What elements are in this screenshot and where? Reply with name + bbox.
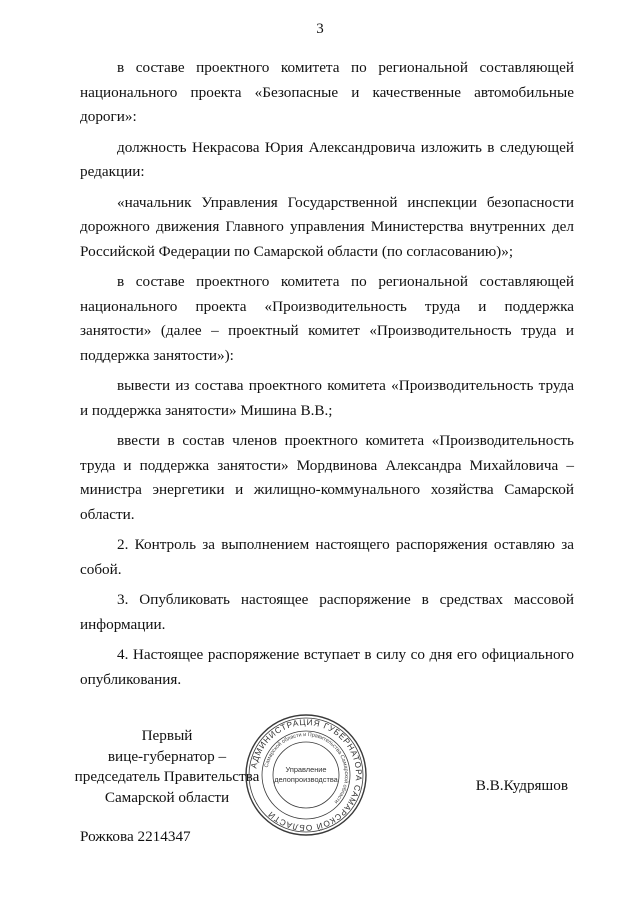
paragraph: в составе проектного комитета по региональной составляющей национального проекта «Безопасные и качественные автомобильные дороги»: xyxy=(80,59,574,125)
executor-contact: Рожкова 2214347 xyxy=(80,828,191,845)
paragraph: в составе проектного комитета по региональной составляющей национального проекта «Производительность труда и поддержка занятости» (далее – проектный комитет «Производительность труда и поддержка занятости»): xyxy=(80,273,574,364)
paragraph: 4. Настоящее распоряжение вступает в силу со дня его официального опубликования. xyxy=(80,646,574,688)
paragraph: вывести из состава проектного комитета «Производительность труда и поддержка занятости» Мишина В.В.; xyxy=(80,377,574,419)
document-body xyxy=(80,56,574,698)
signatory-position xyxy=(62,726,272,808)
stamp-center-line: Управление xyxy=(285,765,327,774)
stamp-center-line: делопроизводства xyxy=(274,775,338,784)
signatory-position-line: вице-губернатор – xyxy=(107,747,227,765)
paragraph: 2. Контроль за выполнением настоящего распоряжения оставляю за собой. xyxy=(80,536,574,578)
paragraph: 3. Опубликовать настоящее распоряжение в средствах массовой информации. xyxy=(80,591,574,633)
signatory-position-line: председатель Правительства xyxy=(74,768,260,785)
page-number: 3 xyxy=(316,21,324,37)
paragraph: «начальник Управления Государственной инспекции безопасности дорожного движения Главного управления Министерства внутренних дел Российской Федерации по Самарской области (по согласованию)»; xyxy=(80,193,574,260)
official-stamp xyxy=(243,712,369,838)
stamp-inner-text: Самарской области и Правительства Самарской области xyxy=(263,731,350,805)
signatory-position-line: Самарской области xyxy=(104,788,230,806)
signer-name: В.В.Кудряшов xyxy=(475,777,568,794)
paragraph: должность Некрасова Юрия Александровича изложить в следующей редакции: xyxy=(80,138,574,180)
stamp-outer-text: АДМИНИСТРАЦИЯ ГУБЕРНАТОРА САМАРСКОЙ ОБЛАСТИ xyxy=(248,716,365,834)
paragraph: ввести в состав членов проектного комитета «Производительность труда и поддержка занятости» Мордвинова Александра Михайловича – министра энергетики и жилищно-коммунального хозяйства Самарской области. xyxy=(80,432,574,523)
signatory-position-line: Первый xyxy=(141,727,193,744)
